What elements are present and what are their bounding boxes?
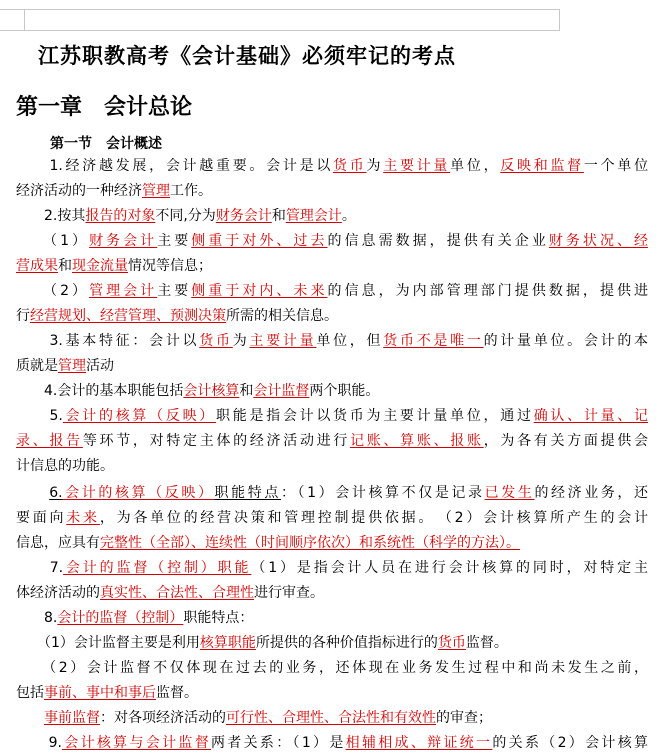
key-term: 事前监督 [44, 710, 100, 726]
key-term: 财务状况、经 [548, 233, 649, 249]
text-run: 的关系（2）会计核算 [492, 735, 649, 751]
key-term: 会计监督 [253, 383, 310, 399]
text-run: 的审查； [436, 710, 492, 726]
text-run: 1.经济越发展，会计越重要。会计是以 [16, 158, 334, 174]
key-term: 已发生 [484, 485, 535, 501]
text-run: 包括 [16, 685, 44, 701]
text-run: 为 [366, 158, 384, 174]
key-term: 货币 [437, 635, 466, 651]
key-term: 管理会计 [89, 283, 158, 299]
text-run: 的信息需数据，提供有关企业 [327, 233, 549, 249]
text-run: 单位，但 [316, 333, 384, 349]
text-run: 职能特点 [214, 485, 281, 501]
text-line [16, 657, 648, 679]
text-line [16, 380, 379, 402]
chapter-heading: 第一章 会计总论 [16, 94, 193, 120]
key-term: 可行性、合理性、合法性和有效性 [226, 710, 436, 726]
key-term: 核算职能 [199, 635, 256, 651]
key-term: 货币不是唯一 [383, 333, 484, 349]
text-run: 活动 [86, 358, 114, 374]
key-term: 财务会计 [89, 233, 158, 249]
text-run: 3.基本特征：会计以 [16, 333, 200, 349]
text-run: 计信息的功能。 [16, 458, 114, 474]
text-run: 和 [58, 258, 72, 274]
text-line [16, 255, 212, 277]
text-run: 进行审查。 [254, 585, 324, 601]
text-line [16, 557, 648, 579]
text-run: ，为各单位的经营决策和管理控制提供依据。 （2）会计核算所产生的会计 [99, 510, 648, 526]
text-run: 行 [16, 308, 30, 324]
text-run: 和 [271, 208, 286, 224]
document-title: 江苏职教高考《会计基础》必须牢记的考点 [38, 43, 456, 68]
text-run: 主要 [157, 233, 192, 249]
text-line [16, 280, 648, 302]
text-run: 两者关系：（1）是 [211, 735, 346, 751]
key-term: 营成果 [16, 258, 58, 274]
key-term: 经营规划、经营管理、预测决策 [30, 308, 226, 324]
text-run: 主要 [157, 283, 192, 299]
text-run: ：对各项经济活动的 [100, 710, 226, 726]
text-run: 两个职能。 [309, 383, 380, 399]
text-run: 要面向 [16, 510, 67, 526]
key-term: 相辅相成、辩证统一 [345, 735, 493, 751]
key-term: 会计的监督（控制） [57, 610, 184, 626]
text-run: 监督。 [465, 635, 508, 651]
text-run: 情况等信息； [128, 258, 212, 274]
text-run: 不同,分为 [155, 208, 216, 224]
text-run: 经济活动的一种经济 [16, 183, 142, 199]
text-run: 工作。 [170, 183, 212, 199]
text-run [16, 710, 44, 726]
text-run: 2.按其 [16, 208, 86, 224]
key-term: 侧重于对外、过去 [191, 233, 328, 249]
text-run: 7. [16, 560, 64, 576]
text-line [16, 682, 198, 704]
text-run: 监督。 [156, 685, 198, 701]
key-term: 未来 [66, 510, 100, 526]
text-run: 。 [341, 208, 356, 224]
key-term: 录、报告 [16, 433, 83, 449]
key-term: 真实性、合法性、合理性 [100, 585, 254, 601]
key-term: 现金流量 [72, 258, 128, 274]
text-run: 和 [239, 383, 254, 399]
text-run: 为 [232, 333, 250, 349]
header-rule-bottom [0, 30, 560, 31]
key-term: 会计核算 [183, 383, 240, 399]
text-run: 6. [49, 485, 63, 501]
header-rule-right [559, 9, 560, 31]
text-run: 体经济活动的 [16, 585, 100, 601]
text-run: （2） [16, 283, 90, 299]
text-line [16, 532, 520, 554]
key-term: 侧重于对内、未来 [191, 283, 328, 299]
text-run: 等环节，对特定主体的经济活动进行 [82, 433, 351, 449]
text-run: 所需的相关信息。 [226, 308, 338, 324]
header-rule-top [0, 9, 560, 10]
text-run: 职能是指会计以货币为主要计量单位，通过 [216, 408, 534, 424]
key-term: 管理 [58, 358, 86, 374]
text-run: 单位， [450, 158, 501, 174]
text-line [16, 732, 648, 754]
text-run: 一个单位 [583, 158, 649, 174]
text-run: ，为各有关方面提供会 [483, 433, 649, 449]
key-term: 财务会计 [215, 208, 272, 224]
text-run: 8. [16, 610, 58, 626]
text-line [16, 205, 356, 227]
text-line [16, 507, 648, 529]
text-line [16, 180, 212, 202]
text-line [16, 632, 508, 654]
text-run: （1）会计监督主要是利用 [16, 635, 200, 651]
key-term: 货币 [199, 333, 233, 349]
text-run: 质就是 [16, 358, 58, 374]
key-term: 货币 [333, 158, 367, 174]
text-run: 4.会计的基本职能包括 [16, 383, 184, 399]
key-term: 完整性（全部）、连续性（时间顺序依次）和系统性（科学的方法）。 [100, 535, 520, 551]
key-term: 会计的核算（反映） [62, 408, 217, 424]
text-line [16, 482, 648, 504]
text-run: 的信息，为内部管理部门提供数据，提供进 [327, 283, 649, 299]
key-term: 报告的对象 [85, 208, 156, 224]
text-run: 职能特点： [183, 610, 254, 626]
text-run: 9. [16, 735, 62, 751]
text-line [16, 155, 648, 177]
text-run: （1） [16, 233, 90, 249]
text-run: 信息，应具有 [16, 535, 100, 551]
text-run: （2）会计监督不仅体现在过去的业务，还体现在业务发生过程中和尚未发生之前， [16, 660, 648, 676]
text-line [16, 355, 114, 377]
text-run [16, 485, 49, 501]
key-term: 记账、算账、报账 [350, 433, 484, 449]
text-run: 所提供的各种价值指标进行的 [255, 635, 438, 651]
text-run: 5. [16, 408, 63, 424]
text-line [16, 707, 492, 729]
key-term: 管理 [142, 183, 170, 199]
key-term: 会计的监督（控制）职能 [63, 560, 252, 576]
header-rule-left [24, 9, 25, 31]
key-term: 管理会计 [285, 208, 342, 224]
key-term: 主要计量 [383, 158, 451, 174]
text-line [16, 430, 648, 452]
key-term: 主要计量 [249, 333, 317, 349]
key-term: 确认、计量、记 [533, 408, 649, 424]
text-run: 的经济业务，还 [534, 485, 649, 501]
text-line [16, 330, 648, 352]
key-term: 会计的核算（反映） [62, 485, 215, 501]
text-run: （1）是指会计人员在进行会计核算的同时，对特定主 [251, 560, 649, 576]
text-run: ：（1）会计核算不仅是记录 [280, 485, 485, 501]
text-line [16, 405, 648, 427]
key-term: 会计核算与会计监督 [61, 735, 211, 751]
text-line [16, 607, 253, 629]
key-term: 反映和监督 [500, 158, 584, 174]
text-run: 的计量单位。会计的本 [483, 333, 649, 349]
key-term: 事前、事中和事后 [44, 685, 156, 701]
text-line [16, 582, 324, 604]
section-heading: 第一节 会计概述 [50, 136, 162, 152]
text-line [16, 305, 338, 327]
text-line [16, 455, 114, 477]
text-line [16, 230, 648, 252]
